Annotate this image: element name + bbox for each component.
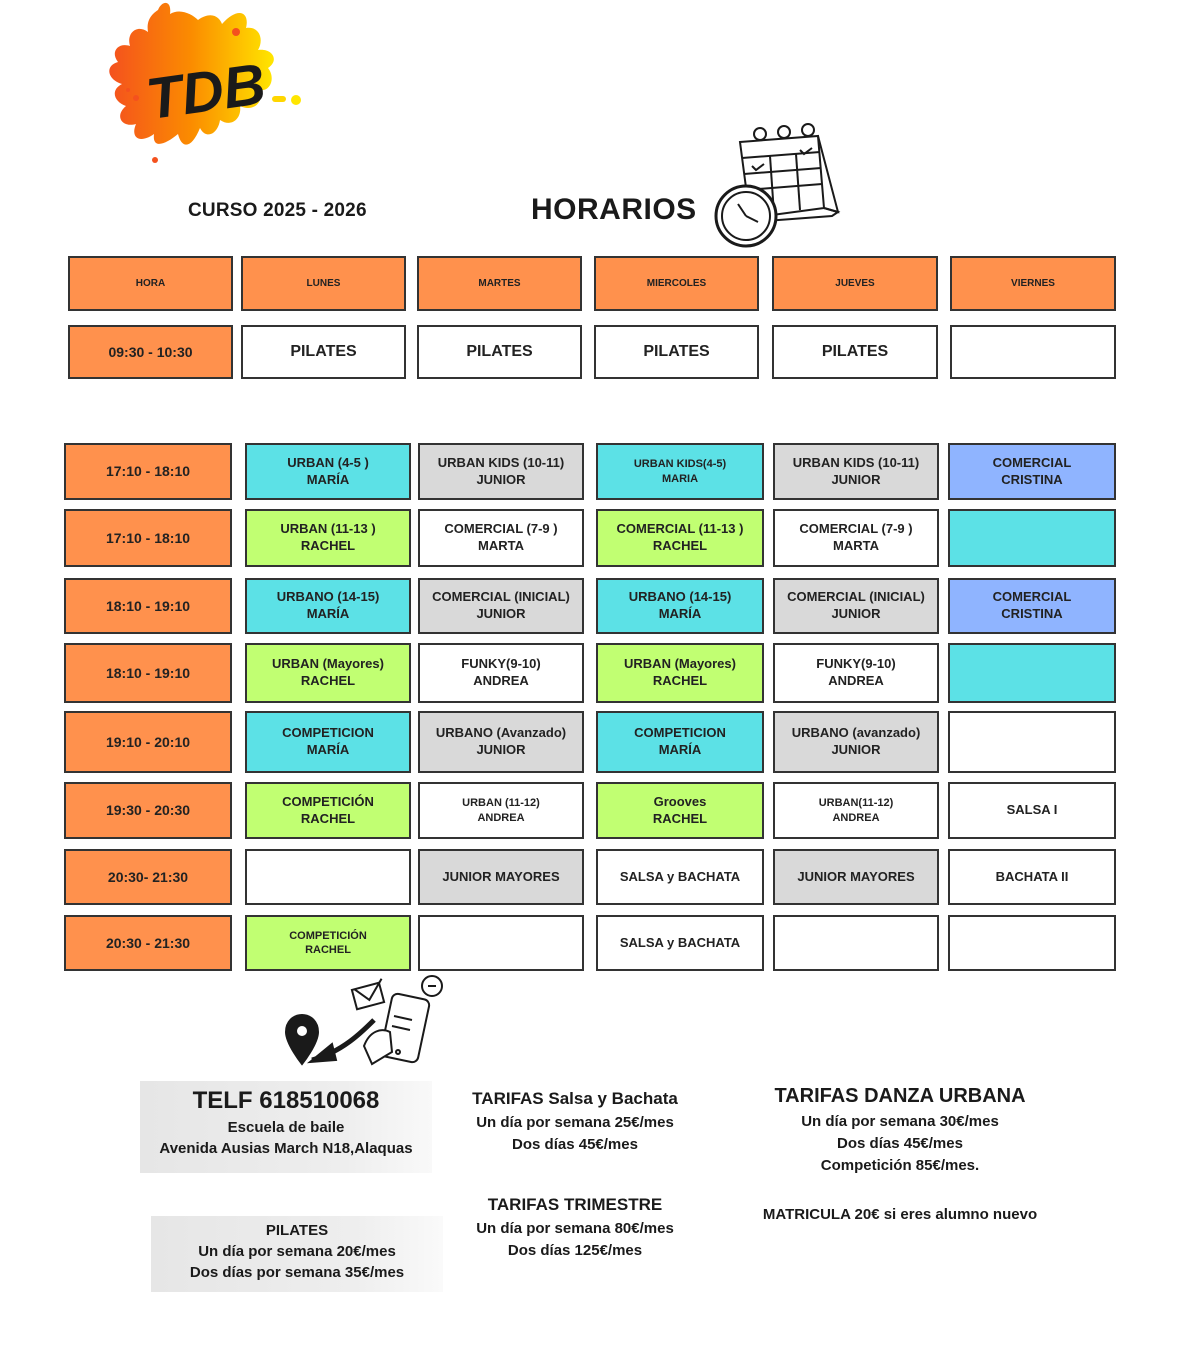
cell-line: URBAN (4-5 ) (287, 454, 369, 470)
cell-line: COMERCIAL (INICIAL) (787, 589, 925, 605)
logo-text: TDB (142, 51, 270, 133)
column-header-miercoles: MIERCOLES (594, 256, 759, 311)
class-cell (418, 915, 584, 971)
cell-line: Grooves (653, 793, 707, 809)
time-slot: 18:10 - 19:10 (64, 578, 232, 634)
cell-line: CRISTINA (1001, 606, 1063, 621)
class-cell (418, 782, 584, 839)
cell-line: FUNKY(9-10) (461, 656, 541, 672)
address: Avenida Ausias March N18,Alaquas (159, 1140, 413, 1157)
cell-line: PILATES (821, 342, 889, 360)
class-cell (596, 509, 764, 567)
class-cell (418, 643, 584, 703)
class-cell (245, 849, 411, 905)
school-name: Escuela de baile (227, 1119, 345, 1136)
class-cell (773, 643, 939, 703)
pilates-rates-box (151, 1216, 443, 1292)
cell-line: RACHEL (300, 673, 356, 688)
cell-line: RACHEL (300, 810, 356, 826)
trimestre-rates-title: TARIFAS TRIMESTRE (487, 1195, 663, 1214)
cell-line: COMERCIAL (11-13 ) (616, 521, 744, 537)
class-cell (418, 509, 584, 567)
cell-line: MARÍA (658, 742, 702, 757)
class-cell (418, 578, 584, 634)
tdb-logo (100, 0, 310, 170)
envelope-icon (352, 979, 384, 1010)
class-cell (948, 782, 1116, 839)
class-cell (950, 325, 1116, 379)
column-header-martes: MARTES (417, 256, 582, 311)
salsa-rates (455, 1089, 695, 1153)
class-cell (772, 325, 938, 379)
class-cell (596, 849, 764, 905)
class-cell (948, 849, 1116, 905)
cell-line: RACHEL (652, 673, 708, 688)
urban-rates (740, 1085, 1060, 1174)
cell-line: MARIA (661, 472, 699, 485)
contact-icons (282, 972, 452, 1067)
class-cell (596, 443, 764, 500)
urban-rate-line: Dos días 45€/mes (837, 1135, 963, 1152)
cell-line: MARÍA (306, 471, 350, 487)
cell-line: ANDREA (832, 811, 880, 824)
cell-line: RACHEL (305, 944, 351, 956)
urban-rate-line: Competición 85€/mes. (820, 1157, 980, 1174)
class-cell (418, 849, 584, 905)
class-cell (596, 643, 764, 703)
cell-line: COMERCIAL (7-9 ) (444, 521, 558, 537)
cell-line: MARTA (833, 538, 879, 553)
cell-line: JUNIOR (476, 606, 526, 621)
class-cell (594, 325, 759, 379)
cell-line: RACHEL (300, 538, 356, 553)
class-cell (245, 509, 411, 567)
cell-line: RACHEL (652, 810, 708, 826)
trimestre-rates (455, 1195, 695, 1259)
contact-box (140, 1081, 432, 1173)
cell-line: URBAN (Mayores) (272, 656, 384, 672)
cell-line: URBAN(11-12) (818, 797, 894, 810)
class-cell (948, 578, 1116, 634)
chat-bubble-icon (422, 976, 442, 996)
cell-line: PILATES (290, 342, 357, 360)
cell-line: MARTA (478, 538, 524, 553)
class-cell (245, 711, 411, 773)
class-cell (596, 578, 764, 634)
class-cell (245, 643, 411, 703)
course-year: CURSO 2025 - 2026 (188, 200, 367, 221)
cell-line: ANDREA (477, 811, 525, 824)
cell-line: URBAN (11-12) (462, 797, 540, 810)
trimestre-rate-line: Un día por semana 80€/mes (476, 1220, 674, 1237)
salsa-rate-line: Dos días 45€/mes (512, 1136, 638, 1153)
class-cell (773, 915, 939, 971)
cell-line: URBANO (14-15) (276, 589, 380, 605)
cell-line: ANDREA (473, 673, 529, 688)
cell-line: FUNKY(9-10) (816, 656, 896, 672)
column-header-hora: HORA (68, 256, 233, 311)
class-cell (417, 325, 582, 379)
cell-line: COMERCIAL (992, 589, 1072, 605)
class-cell (418, 711, 584, 773)
class-cell (773, 443, 939, 500)
class-cell (596, 915, 764, 971)
class-cell (596, 782, 764, 839)
class-cell (418, 443, 584, 500)
cell-line: COMPETICION (282, 725, 374, 741)
cell-line: MARÍA (306, 606, 350, 621)
cell-line: URBANO (14-15) (628, 589, 732, 605)
cell-line: URBAN (Mayores) (624, 656, 736, 672)
time-slot: 20:30- 21:30 (64, 849, 232, 905)
class-cell (948, 711, 1116, 773)
class-cell (773, 578, 939, 634)
cell-line: SALSA I (1006, 802, 1058, 818)
cell-line: MARÍA (306, 742, 350, 757)
cell-line: JUNIOR (476, 742, 526, 757)
cell-line: COMERCIAL (INICIAL) (432, 589, 570, 605)
class-cell (241, 325, 406, 379)
salsa-rate-line: Un día por semana 25€/mes (476, 1114, 674, 1131)
calendar-clock-icon (712, 122, 844, 252)
column-header-jueves: JUEVES (772, 256, 938, 311)
cell-line: URBAN KIDS (10-11) (792, 454, 920, 470)
cell-line: COMPETICIÓN (289, 929, 367, 942)
cell-line: BACHATA II (995, 868, 1069, 884)
cell-line: SALSA y BACHATA (619, 868, 741, 884)
pilates-rate-line: Dos días por semana 35€/mes (189, 1264, 405, 1281)
time-slot: 17:10 - 18:10 (64, 443, 232, 500)
phone-number: TELF 618510068 (192, 1087, 380, 1114)
class-cell (773, 711, 939, 773)
urban-rate-line: Un día por semana 30€/mes (801, 1113, 999, 1130)
cell-line: COMERCIAL (992, 454, 1072, 470)
cell-line: PILATES (643, 342, 710, 360)
cell-line: RACHEL (652, 538, 708, 553)
cell-line: COMERCIAL (7-9 ) (799, 521, 913, 537)
time-slot: 17:10 - 18:10 (64, 509, 232, 567)
time-slot: 19:30 - 20:30 (64, 782, 232, 839)
class-cell (245, 578, 411, 634)
time-slot: 20:30 - 21:30 (64, 915, 232, 971)
cell-line: JUNIOR (831, 471, 881, 487)
salsa-rates-title: TARIFAS Salsa y Bachata (472, 1089, 678, 1108)
time-slot: 18:10 - 19:10 (64, 643, 232, 703)
class-cell (948, 509, 1116, 567)
trimestre-rate-line: Dos días 125€/mes (507, 1242, 643, 1259)
cell-line: CRISTINA (1001, 471, 1063, 487)
cell-line: MARÍA (658, 606, 702, 621)
location-pin-icon (286, 1015, 318, 1064)
cell-line: JUNIOR MAYORES (442, 868, 560, 884)
class-cell (948, 443, 1116, 500)
cell-line: COMPETICION (634, 725, 726, 741)
cell-line: JUNIOR (476, 471, 526, 487)
cell-line: URBAN KIDS(4-5) (633, 458, 727, 471)
cell-line: JUNIOR MAYORES (797, 868, 915, 884)
class-cell (773, 509, 939, 567)
cell-line: ANDREA (828, 673, 884, 688)
class-cell (773, 849, 939, 905)
enrollment-fee: MATRICULA 20€ si eres alumno nuevo (762, 1206, 1038, 1223)
time-slot: 09:30 - 10:30 (68, 325, 233, 379)
class-cell (948, 643, 1116, 703)
cell-line: URBANO (avanzado) (791, 725, 921, 741)
urban-rates-title: TARIFAS DANZA URBANA (774, 1085, 1026, 1107)
class-cell (773, 782, 939, 839)
cell-line: JUNIOR (831, 606, 881, 621)
class-cell (245, 915, 411, 971)
page-title: HORARIOS (531, 193, 697, 226)
time-slot: 19:10 - 20:10 (64, 711, 232, 773)
class-cell (245, 443, 411, 500)
column-header-lunes: LUNES (241, 256, 406, 311)
cell-line: JUNIOR (831, 742, 881, 757)
cell-line: URBANO (Avanzado) (435, 725, 567, 741)
cell-line: URBAN (11-13 ) (280, 521, 376, 537)
class-cell (245, 782, 411, 839)
class-cell (948, 915, 1116, 971)
cell-line: SALSA y BACHATA (619, 934, 741, 950)
cell-line: PILATES (466, 342, 533, 360)
cell-line: COMPETICIÓN (282, 793, 374, 809)
column-header-viernes: VIERNES (950, 256, 1116, 311)
pilates-rates-title: PILATES (265, 1222, 329, 1239)
pilates-rate-line: Un día por semana 20€/mes (198, 1243, 396, 1260)
cell-line: URBAN KIDS (10-11) (437, 454, 565, 470)
class-cell (596, 711, 764, 773)
